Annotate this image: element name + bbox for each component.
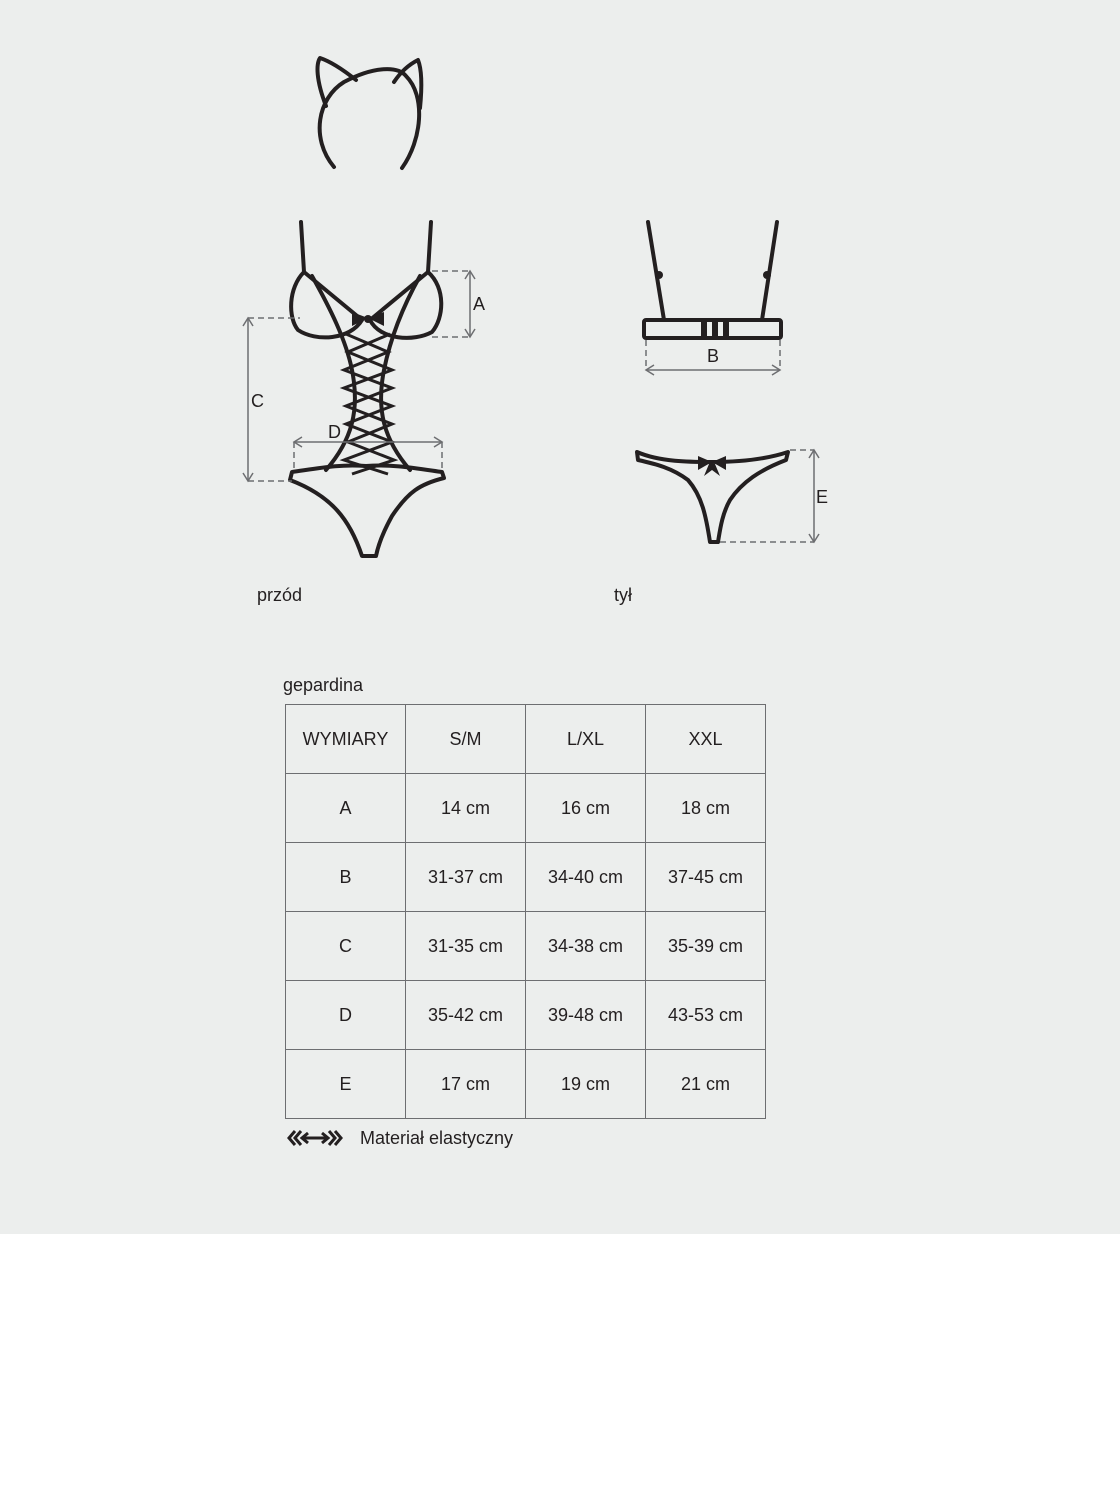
table-cell: D bbox=[286, 981, 406, 1050]
table-cell: 14 cm bbox=[406, 774, 526, 843]
table-header-cell: S/M bbox=[406, 705, 526, 774]
table-header-cell: XXL bbox=[646, 705, 766, 774]
table-cell: B bbox=[286, 843, 406, 912]
table-cell: 43-53 cm bbox=[646, 981, 766, 1050]
table-cell: 35-42 cm bbox=[406, 981, 526, 1050]
table-cell: A bbox=[286, 774, 406, 843]
front-bodysuit bbox=[290, 222, 444, 556]
dimension-label-d: D bbox=[328, 422, 341, 442]
legend-label: Materiał elastyczny bbox=[360, 1127, 514, 1148]
table-cell: 31-35 cm bbox=[406, 912, 526, 981]
table-cell: 31-37 cm bbox=[406, 843, 526, 912]
table-row bbox=[286, 981, 766, 1050]
table-cell: 34-38 cm bbox=[526, 912, 646, 981]
front-view-label: przód bbox=[257, 585, 303, 605]
back-dimension-lines bbox=[646, 340, 819, 542]
table-cell: 35-39 cm bbox=[646, 912, 766, 981]
table-cell: 34-40 cm bbox=[526, 843, 646, 912]
dimension-label-e: E bbox=[816, 487, 829, 507]
back-view-label: tył bbox=[614, 585, 632, 605]
table-cell: 19 cm bbox=[526, 1050, 646, 1119]
table-cell: 18 cm bbox=[646, 774, 766, 843]
back-bra bbox=[644, 222, 781, 338]
cat-ears-headband bbox=[318, 58, 422, 168]
dimension-label-b: B bbox=[707, 346, 720, 366]
table-row bbox=[286, 774, 766, 843]
back-bra-hooks-icon bbox=[655, 271, 771, 336]
back-bow-icon bbox=[698, 456, 726, 476]
table-row bbox=[286, 912, 766, 981]
table-header-row bbox=[286, 705, 766, 774]
table-cell: 39-48 cm bbox=[526, 981, 646, 1050]
table-row bbox=[286, 843, 766, 912]
legend bbox=[286, 1126, 513, 1150]
table-header-cell: WYMIARY bbox=[286, 705, 406, 774]
dimension-label-c: C bbox=[251, 391, 264, 411]
dimension-label-a: A bbox=[473, 294, 486, 314]
table-cell: E bbox=[286, 1050, 406, 1119]
size-table bbox=[285, 704, 766, 1119]
table-cell: 17 cm bbox=[406, 1050, 526, 1119]
stretch-arrows-icon bbox=[286, 1128, 344, 1148]
table-cell: 16 cm bbox=[526, 774, 646, 843]
table-cell: 21 cm bbox=[646, 1050, 766, 1119]
table-row bbox=[286, 1050, 766, 1119]
table-cell: 37-45 cm bbox=[646, 843, 766, 912]
table-cell: C bbox=[286, 912, 406, 981]
table-header-cell: L/XL bbox=[526, 705, 646, 774]
product-name: gepardina bbox=[283, 675, 364, 695]
